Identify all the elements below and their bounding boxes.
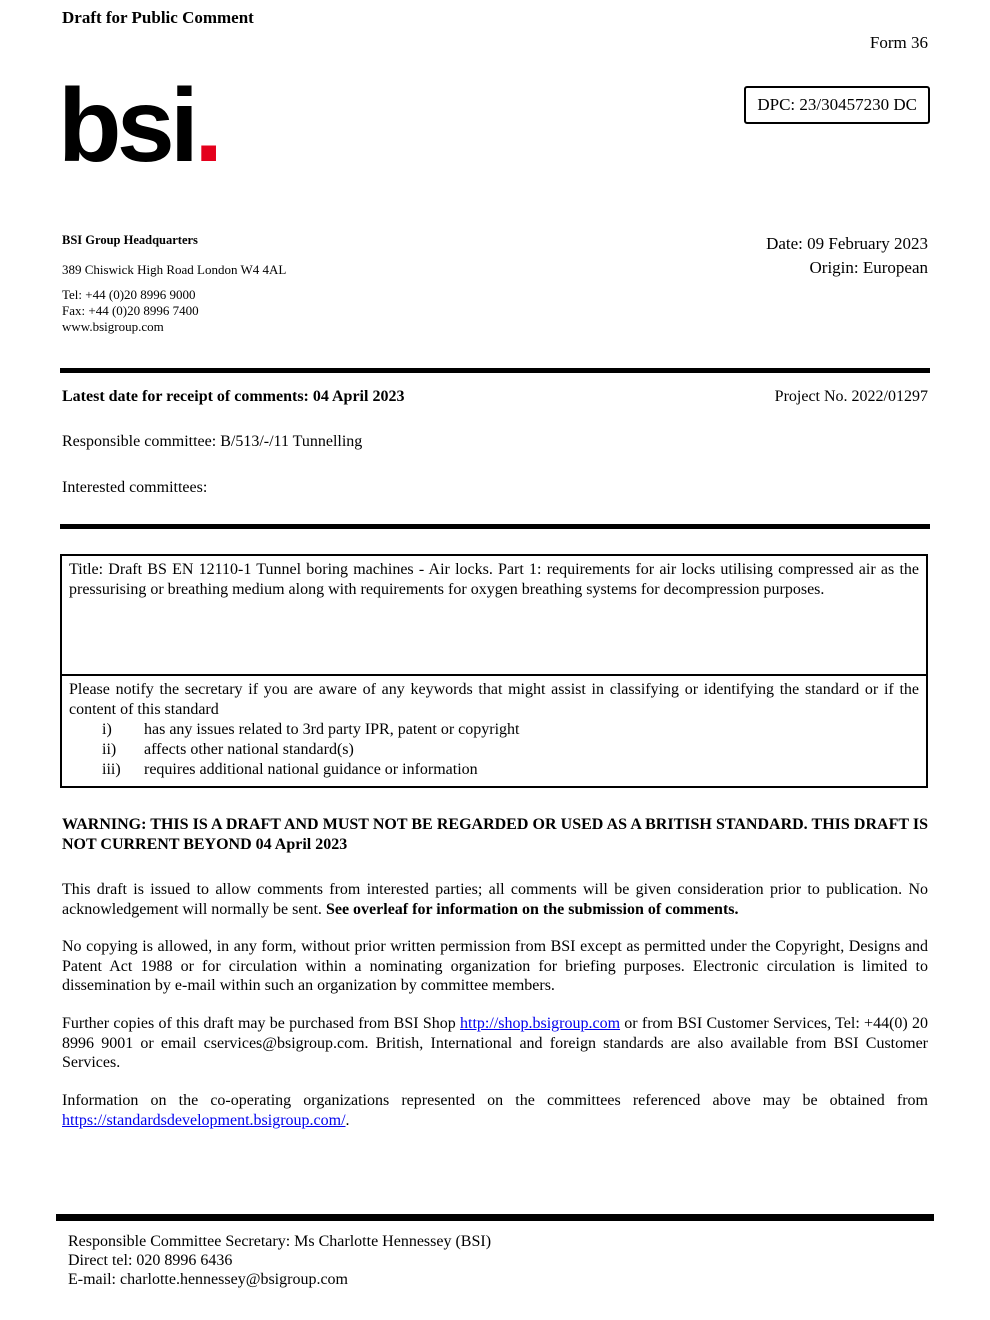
form-number: Form 36 [869, 33, 928, 52]
project-number: Project No. 2022/01297 [774, 388, 928, 405]
list-item-text: has any issues related to 3rd party IPR, patent or copyright [144, 721, 520, 738]
list-item-text: affects other national standard(s) [144, 741, 354, 758]
list-item-marker: ii) [102, 741, 117, 758]
paragraph-copyright: No copying is allowed, in any form, without prior written permission from BSI except as permitted under the Copyright, Designs and Patent Act 1988 or for circulation within a nominating organization for briefing purposes. Electronic circulation is limited to dissemination by e-mail within such an organization by committee members. [62, 938, 928, 994]
hq-address: 389 Chiswick High Road London W4 4AL [62, 262, 287, 277]
comments-deadline-row [62, 388, 928, 406]
standard-title: Title: Draft BS EN 12110-1 Tunnel boring machines - Air locks. Part 1: requirements for air locks utilising compressed air as the pressurising or breathing medium along with requirements for oxygen breathing systems for decompression purposes. [69, 561, 919, 598]
paragraph-text: Further copies of this draft may be purchased from BSI Shop [62, 1015, 461, 1032]
paragraph-purchase [62, 1014, 928, 1073]
paragraph-cooperating-orgs [62, 1091, 928, 1130]
responsible-committee: Responsible committee: B/513/-/11 Tunnelling [62, 433, 363, 450]
dpc-number-box [744, 86, 930, 124]
hq-tel: Tel: +44 (0)20 8996 9000 [62, 287, 196, 302]
list-item [69, 740, 919, 760]
document-origin: Origin: European [809, 258, 928, 277]
paragraph-text: or from BSI Customer Services, Tel: +44(0) 20 8996 9001 or email cservices@bsigroup.com. British, International and foreign standards are also available from BSI Customer Services. [62, 1015, 928, 1071]
footer-block [68, 1232, 491, 1289]
contact-block [62, 232, 286, 335]
bsi-logo-dot: . [194, 68, 219, 184]
paragraph-comments [62, 880, 928, 919]
bsi-logo-text: bsi [58, 68, 195, 184]
horizontal-rule-top [60, 368, 930, 373]
list-item [69, 720, 919, 740]
latest-date-label: Latest date for receipt of comments: 04 April 2023 [62, 388, 405, 405]
title-box [60, 554, 928, 676]
list-item-marker: i) [102, 721, 112, 738]
draft-warning: WARNING: THIS IS A DRAFT AND MUST NOT BE REGARDED OR USED AS A BRITISH STANDARD. THIS DRAFT IS NOT CURRENT BEYOND 04 April 2023 [62, 816, 928, 853]
hq-label: BSI Group Headquarters [62, 233, 198, 247]
hq-fax: Fax: +44 (0)20 8996 7400 [62, 303, 199, 318]
list-item [69, 760, 919, 780]
paragraph-text: . [345, 1111, 350, 1129]
keywords-intro: Please notify the secretary if you are aware of any keywords that might assist in classifying or identifying the standard or if the content of this standard [69, 681, 919, 718]
horizontal-rule-footer [56, 1214, 934, 1221]
document-date: Date: 09 February 2023 [766, 234, 928, 253]
list-item-text: requires additional national guidance or information [144, 761, 478, 778]
horizontal-rule-middle [60, 524, 930, 529]
secretary-direct-tel: Direct tel: 020 8996 6436 [68, 1252, 233, 1269]
date-origin-block [766, 232, 928, 280]
list-item-marker: iii) [102, 761, 121, 778]
dpc-number: DPC: 23/30457230 DC [757, 95, 917, 114]
standards-development-link[interactable]: https://standardsdevelopment.bsigroup.com/ [62, 1111, 346, 1129]
paragraph-text: This draft is issued to allow comments from interested parties; all comments will be given consideration prior to publication. No acknowledgement will normally be sent. [62, 881, 928, 918]
bsi-logo [58, 68, 219, 184]
keywords-box [60, 674, 928, 788]
paragraph-bold-text: See overleaf for information on the submission of comments. [325, 900, 739, 918]
document-classification: Draft for Public Comment [62, 8, 254, 27]
secretary-email: E-mail: charlotte.hennessey@bsigroup.com [68, 1271, 348, 1288]
hq-website: www.bsigroup.com [62, 319, 164, 334]
committee-secretary: Responsible Committee Secretary: Ms Charlotte Hennessey (BSI) [68, 1233, 492, 1250]
interested-committees: Interested committees: [62, 479, 208, 496]
paragraph-text: Information on the co-operating organizations represented on the committees referenced above may be obtained from [62, 1092, 928, 1109]
bsi-shop-link[interactable]: http://shop.bsigroup.com [460, 1015, 621, 1032]
